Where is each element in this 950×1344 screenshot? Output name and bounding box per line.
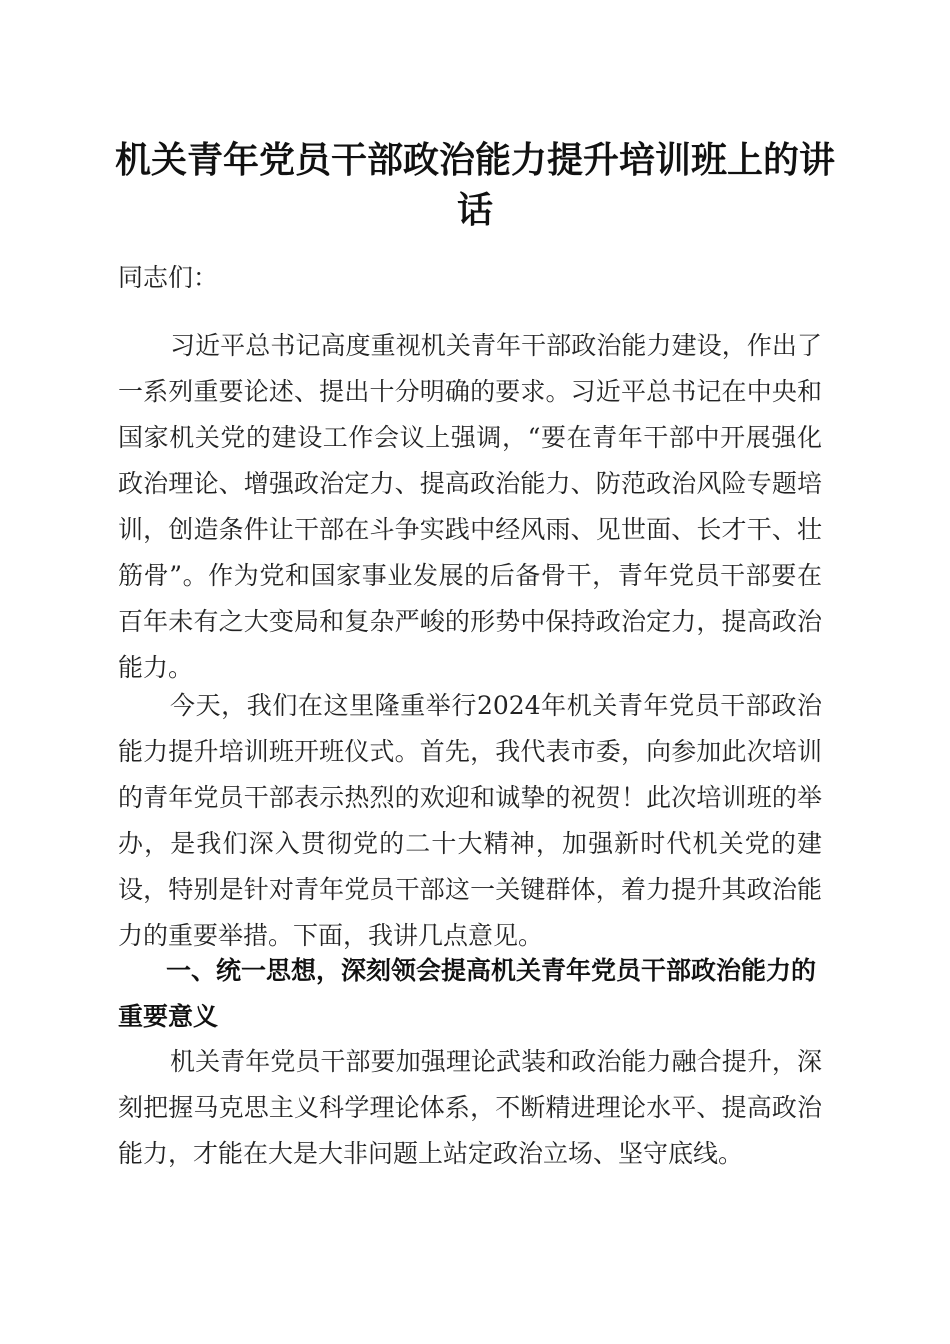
paragraph-3: 机关青年党员干部要加强理论武装和政治能力融合提升，深刻把握马克思主义科学理论体系，不断精进理论水平、提高政治能力，才能在大是大非问题上站定政治立场、坚守底线。 xyxy=(118,1047,822,1168)
greeting: 同志们： xyxy=(118,263,219,292)
document-title: 机关青年党员干部政治能力提升培训班上的讲话 xyxy=(114,140,835,231)
paragraph-2: 今天，我们在这里隆重举行2024年机关青年党员干部政治能力提升培训班开班仪式。首先，我代表市委，向参加此次培训的青年党员干部表示热烈的欢迎和诚挚的祝贺！此次培训班的举办，是我们深入贯彻党的二十大精神，加强新时代机关党的建设，特别是针对青年党员干部这一关键群体，着力提升其政治能力的重要举措。下面，我讲几点意见。 xyxy=(118,691,822,950)
paragraph-1: 习近平总书记高度重视机关青年干部政治能力建设，作出了一系列重要论述、提出十分明确的要求。习近平总书记在中央和国家机关党的建设工作会议上强调，“要在青年干部中开展强化政治理论、增强政治定力、提高政治能力、防范政治风险专题培训，创造条件让干部在斗争实践中经风雨、见世面、长才干、壮筋骨”。作为党和国家事业发展的后备骨干，青年党员干部要在百年未有之大变局和复杂严峻的形势中保持政治定力，提高政治能力。 xyxy=(118,331,822,682)
section-heading-1: 一、统一思想，深刻领会提高机关青年党员干部政治能力的重要意义 xyxy=(118,956,817,1031)
